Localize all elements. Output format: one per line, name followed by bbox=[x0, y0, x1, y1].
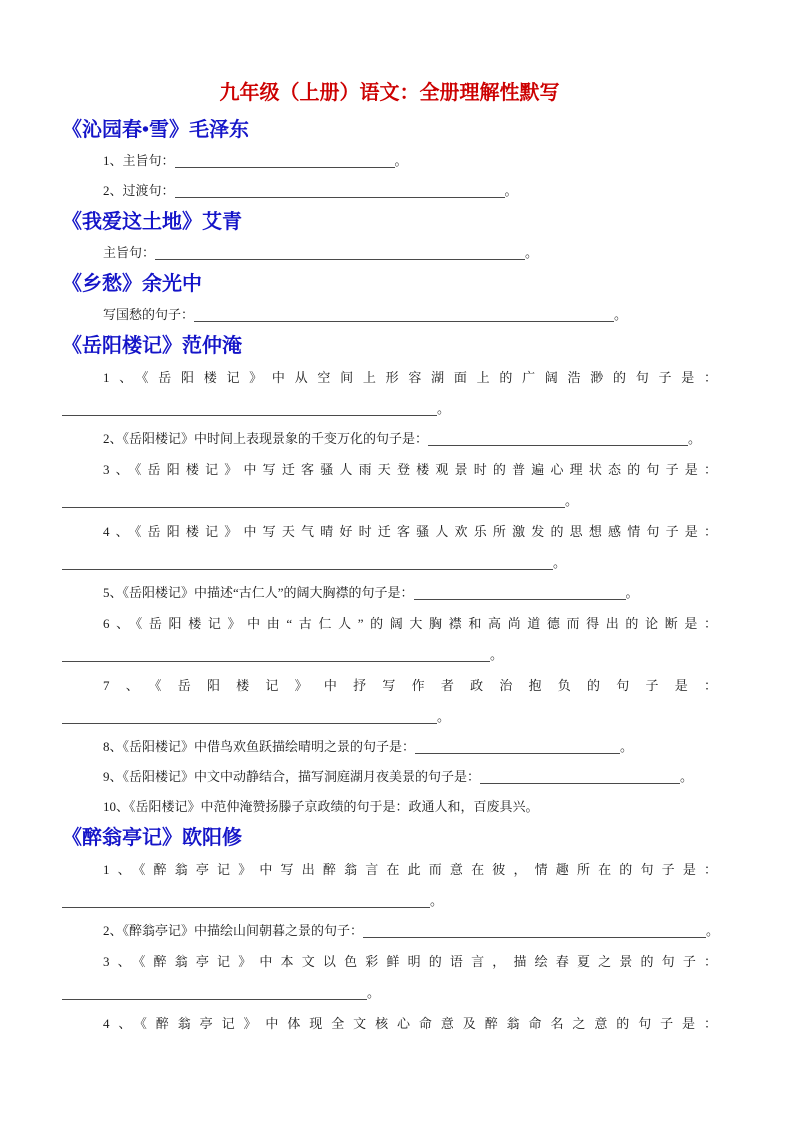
period: 。 bbox=[504, 183, 518, 198]
section-woaizhetudi bbox=[62, 206, 717, 268]
answer-blank bbox=[62, 895, 430, 908]
question-text: 3、《岳阳楼记》中写迁客骚人雨天登楼观景时的普遍心理状态的句子是： bbox=[103, 462, 717, 477]
period: 。 bbox=[680, 769, 694, 784]
question-text: 1、《岳阳楼记》中从空间上形容湖面上的广阔浩渺的句子是： bbox=[103, 370, 717, 385]
question-line bbox=[62, 578, 717, 608]
section-zuiwengtingji bbox=[62, 822, 720, 1039]
question-line bbox=[62, 762, 717, 792]
period: 。 bbox=[367, 985, 381, 1000]
question-line bbox=[62, 300, 717, 330]
period: 。 bbox=[490, 647, 504, 662]
answer-text: 政通人和，百废具兴。 bbox=[408, 799, 539, 814]
answer-blank bbox=[62, 711, 437, 724]
question-text: 8、《岳阳楼记》中借鸟欢鱼跃描绘晴明之景的句子是： bbox=[103, 739, 416, 754]
period: 。 bbox=[565, 493, 579, 508]
answer-blank bbox=[480, 771, 680, 784]
section-heading: 《乡愁》余光中 bbox=[62, 273, 202, 295]
section-heading: 《我爱这土地》艾青 bbox=[62, 211, 242, 233]
period: 。 bbox=[688, 431, 702, 446]
question-line bbox=[62, 146, 717, 176]
question-text: 10、《岳阳楼记》中范仲淹赞扬滕子京政绩的句于是： bbox=[103, 799, 409, 814]
question-text: 4、《醉翁亭记》中体现全文核心命意及醉翁命名之意的句子是： bbox=[103, 1016, 717, 1031]
answer-blank bbox=[62, 987, 367, 1000]
section-xiangchou bbox=[62, 268, 717, 330]
question-text: 5、《岳阳楼记》中描述“古仁人”的阔大胸襟的句子是： bbox=[103, 585, 414, 600]
period: 。 bbox=[625, 585, 639, 600]
answer-blank bbox=[155, 247, 525, 260]
question-line bbox=[62, 916, 720, 946]
period: 。 bbox=[437, 401, 451, 416]
answer-blank bbox=[415, 741, 620, 754]
answer-blank bbox=[428, 433, 688, 446]
answer-blank bbox=[62, 557, 553, 570]
question-line bbox=[62, 424, 717, 454]
period: 。 bbox=[394, 153, 408, 168]
page-title: 九年级（上册）语文：全册理解性默写 bbox=[219, 82, 560, 104]
answer-blank bbox=[62, 495, 565, 508]
section-heading: 《岳阳楼记》范仲淹 bbox=[62, 335, 242, 357]
question-paragraph bbox=[62, 670, 717, 732]
question-text: 主旨句： bbox=[103, 245, 156, 260]
question-text: 7、《岳阳楼记》中抒写作者政治抱负的句子是： bbox=[103, 678, 717, 693]
answer-blank bbox=[62, 403, 437, 416]
section-heading: 《沁园春•雪》毛泽东 bbox=[62, 119, 250, 141]
question-text: 6、《岳阳楼记》中由“古仁人”的阔大胸襟和高尚道德而得出的论断是： bbox=[103, 616, 717, 631]
question-paragraph bbox=[62, 1008, 717, 1039]
question-paragraph bbox=[62, 454, 717, 516]
question-paragraph bbox=[62, 608, 717, 670]
period: 。 bbox=[706, 923, 720, 938]
question-paragraph bbox=[62, 516, 717, 578]
answer-blank bbox=[363, 925, 706, 938]
period: 。 bbox=[620, 739, 634, 754]
answer-blank bbox=[175, 185, 505, 198]
question-text: 4、《岳阳楼记》中写天气晴好时迁客骚人欢乐所激发的思想感情句子是： bbox=[103, 524, 717, 539]
section-qinyuanchun-xue bbox=[62, 114, 717, 206]
question-paragraph bbox=[62, 362, 717, 424]
period: 。 bbox=[430, 893, 444, 908]
question-line bbox=[62, 238, 717, 268]
question-text: 3、《醉翁亭记》中本文以色彩鲜明的语言，描绘春夏之景的句子： bbox=[103, 954, 717, 969]
answer-blank bbox=[175, 155, 395, 168]
question-text: 1、主旨句： bbox=[103, 153, 175, 168]
question-paragraph bbox=[62, 854, 717, 916]
question-line bbox=[62, 732, 717, 762]
question-text: 2、过渡句： bbox=[103, 183, 175, 198]
answer-blank bbox=[414, 587, 626, 600]
question-text: 2、《岳阳楼记》中时间上表现景象的千变万化的句子是： bbox=[103, 431, 429, 446]
question-text: 2、《醉翁亭记》中描绘山间朝暮之景的句子： bbox=[103, 923, 364, 938]
section-heading: 《醉翁亭记》欧阳修 bbox=[62, 827, 242, 849]
question-paragraph bbox=[62, 946, 717, 1008]
answer-blank bbox=[194, 309, 614, 322]
period: 。 bbox=[525, 245, 539, 260]
period: 。 bbox=[437, 709, 451, 724]
question-line bbox=[62, 792, 717, 822]
period: 。 bbox=[614, 307, 628, 322]
period: 。 bbox=[553, 555, 567, 570]
question-text: 9、《岳阳楼记》中文中动静结合，描写洞庭湖月夜美景的句子是： bbox=[103, 769, 481, 784]
question-line bbox=[62, 176, 717, 206]
question-text: 写国愁的句子： bbox=[103, 307, 195, 322]
answer-blank bbox=[62, 649, 490, 662]
section-yueyanglouji bbox=[62, 330, 717, 822]
question-text: 1、《醉翁亭记》中写出醉翁言在此而意在彼，情趣所在的句子是： bbox=[103, 862, 717, 877]
